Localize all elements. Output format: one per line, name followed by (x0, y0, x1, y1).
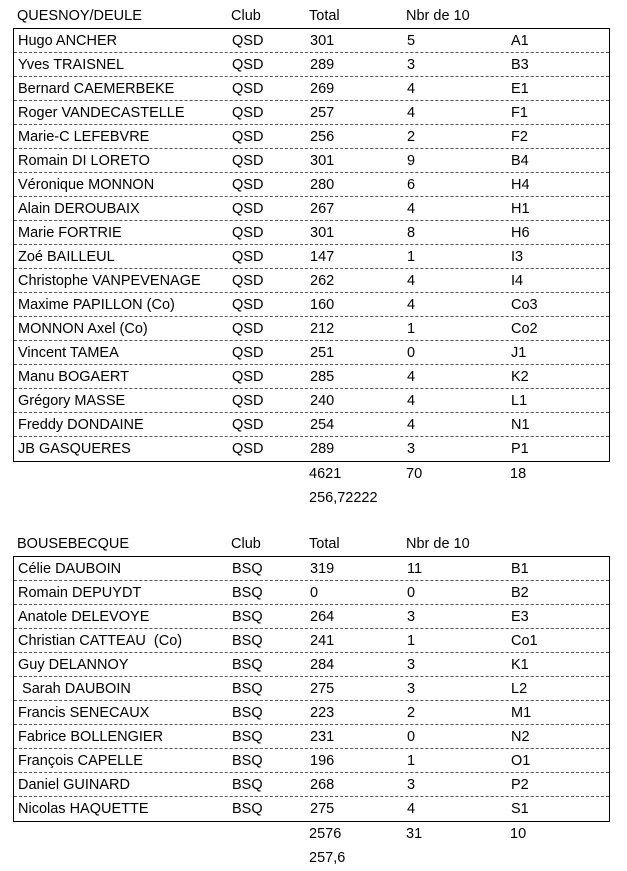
player-club: QSD (232, 441, 264, 457)
player-row (14, 53, 609, 77)
player-club: BSQ (232, 609, 263, 625)
player-code: E1 (511, 81, 529, 97)
player-name: Sarah DAUBOIN (18, 681, 131, 697)
player-code: B3 (511, 57, 529, 73)
player-name: François CAPELLE (18, 753, 143, 769)
player-code: B1 (511, 561, 529, 577)
player-nbr-de-10: 3 (407, 609, 416, 625)
player-row (14, 413, 609, 437)
player-total: 301 (310, 153, 335, 169)
player-code: H1 (511, 201, 530, 217)
player-row (14, 317, 609, 341)
player-name: Guy DELANNOY (18, 657, 129, 673)
player-nbr-de-10: 1 (407, 753, 416, 769)
player-total: 241 (310, 633, 335, 649)
player-row (14, 749, 609, 773)
player-list (13, 28, 610, 462)
player-name: Hugo ANCHER (18, 33, 118, 49)
player-club: BSQ (232, 561, 263, 577)
player-club: QSD (232, 177, 264, 193)
player-row (14, 437, 609, 461)
sum-nbr-de-10: 70 (406, 466, 423, 482)
player-total: 251 (310, 345, 335, 361)
player-total: 301 (310, 33, 335, 49)
player-total: 267 (310, 201, 335, 217)
player-nbr-de-10: 3 (407, 657, 416, 673)
player-row (14, 557, 609, 581)
player-nbr-de-10: 3 (407, 57, 416, 73)
player-row (14, 629, 609, 653)
player-name: Célie DAUBOIN (18, 561, 122, 577)
player-code: O1 (511, 753, 531, 769)
player-nbr-de-10: 2 (407, 705, 416, 721)
player-row (14, 245, 609, 269)
player-total: 280 (310, 177, 335, 193)
player-total: 285 (310, 369, 335, 385)
player-nbr-de-10: 11 (407, 561, 423, 577)
player-row (14, 269, 609, 293)
player-code: L1 (511, 393, 528, 409)
player-club: QSD (232, 321, 264, 337)
player-total: 275 (310, 681, 335, 697)
player-name: Roger VANDECASTELLE (18, 105, 185, 121)
player-code: L2 (511, 681, 528, 697)
player-row (14, 677, 609, 701)
player-name: Bernard CAEMERBEKE (18, 81, 175, 97)
player-code: M1 (511, 705, 532, 721)
player-row (14, 293, 609, 317)
player-total: 223 (310, 705, 335, 721)
player-nbr-de-10: 6 (407, 177, 416, 193)
player-club: BSQ (232, 753, 263, 769)
player-row (14, 221, 609, 245)
player-nbr-de-10: 4 (407, 393, 416, 409)
player-row (14, 77, 609, 101)
player-nbr-de-10: 0 (407, 729, 416, 745)
player-name: Grégory MASSE (18, 393, 126, 409)
player-total: 284 (310, 657, 335, 673)
player-row (14, 149, 609, 173)
player-row (14, 653, 609, 677)
player-row (14, 29, 609, 53)
average-total: 256,72222 (309, 490, 378, 506)
average-row (13, 846, 610, 870)
team-title: QUESNOY/DEULE (17, 8, 142, 24)
player-list (13, 556, 610, 822)
player-total: 160 (310, 297, 335, 313)
player-club: BSQ (232, 729, 263, 745)
player-total: 268 (310, 777, 335, 793)
player-code: Co3 (511, 297, 538, 313)
player-total: 231 (310, 729, 335, 745)
player-row (14, 773, 609, 797)
player-name: Nicolas HAQUETTE (18, 801, 149, 817)
player-name: Marie FORTRIE (18, 225, 122, 241)
column-header-club: Club (231, 536, 261, 552)
player-total: 254 (310, 417, 335, 433)
column-header-total: Total (309, 8, 340, 24)
player-total: 147 (310, 249, 335, 265)
player-club: BSQ (232, 705, 263, 721)
player-nbr-de-10: 0 (407, 585, 416, 601)
player-total: 275 (310, 801, 335, 817)
player-row (14, 797, 609, 821)
player-total: 262 (310, 273, 335, 289)
player-club: QSD (232, 129, 264, 145)
player-nbr-de-10: 3 (407, 681, 416, 697)
player-total: 289 (310, 441, 335, 457)
player-club: QSD (232, 81, 264, 97)
summary-row (13, 822, 610, 846)
player-nbr-de-10: 2 (407, 129, 416, 145)
player-name: Christian CATTEAU (Co) (18, 633, 183, 649)
player-name: Alain DEROUBAIX (18, 201, 140, 217)
player-total: 212 (310, 321, 335, 337)
player-row (14, 701, 609, 725)
player-code: B4 (511, 153, 529, 169)
player-row (14, 725, 609, 749)
player-name: MONNON Axel (Co) (18, 321, 148, 337)
table-header-row (13, 4, 610, 28)
player-code: N2 (511, 729, 530, 745)
sum-total: 2576 (309, 826, 342, 842)
sum-total: 4621 (309, 466, 342, 482)
player-code: F1 (511, 105, 528, 121)
column-header-club: Club (231, 8, 261, 24)
player-count: 10 (510, 826, 527, 842)
player-total: 257 (310, 105, 335, 121)
player-row (14, 605, 609, 629)
player-name: Francis SENECAUX (18, 705, 150, 721)
player-nbr-de-10: 1 (407, 249, 416, 265)
player-club: QSD (232, 153, 264, 169)
player-nbr-de-10: 4 (407, 81, 416, 97)
player-nbr-de-10: 4 (407, 105, 416, 121)
player-total: 196 (310, 753, 335, 769)
player-total: 264 (310, 609, 335, 625)
player-total: 0 (310, 585, 319, 601)
player-code: F2 (511, 129, 528, 145)
player-name: Anatole DELEVOYE (18, 609, 150, 625)
player-club: BSQ (232, 657, 263, 673)
player-code: B2 (511, 585, 529, 601)
player-name: Véronique MONNON (18, 177, 155, 193)
player-row (14, 341, 609, 365)
player-club: QSD (232, 105, 264, 121)
player-name: Zoé BAILLEUL (18, 249, 115, 265)
player-name: Romain DEPUYDT (18, 585, 142, 601)
player-code: I4 (511, 273, 524, 289)
player-total: 269 (310, 81, 335, 97)
player-code: H6 (511, 225, 530, 241)
player-club: QSD (232, 57, 264, 73)
player-club: QSD (232, 297, 264, 313)
player-name: Daniel GUINARD (18, 777, 130, 793)
player-club: QSD (232, 273, 264, 289)
column-header-total: Total (309, 536, 340, 552)
team-title: BOUSEBECQUE (17, 536, 129, 552)
player-nbr-de-10: 1 (407, 633, 416, 649)
player-club: QSD (232, 393, 264, 409)
player-code: P1 (511, 441, 529, 457)
player-club: BSQ (232, 585, 263, 601)
player-row (14, 125, 609, 149)
player-nbr-de-10: 9 (407, 153, 416, 169)
player-nbr-de-10: 4 (407, 417, 416, 433)
player-name: Fabrice BOLLENGIER (18, 729, 164, 745)
player-nbr-de-10: 4 (407, 801, 416, 817)
player-nbr-de-10: 8 (407, 225, 416, 241)
average-total: 257,6 (309, 850, 346, 866)
player-nbr-de-10: 1 (407, 321, 416, 337)
player-name: Vincent TAMEA (18, 345, 119, 361)
player-code: E3 (511, 609, 529, 625)
player-name: Manu BOGAERT (18, 369, 129, 385)
sum-nbr-de-10: 31 (406, 826, 423, 842)
player-code: S1 (511, 801, 529, 817)
player-total: 256 (310, 129, 335, 145)
player-code: P2 (511, 777, 529, 793)
player-nbr-de-10: 3 (407, 441, 416, 457)
player-total: 319 (310, 561, 335, 577)
player-total: 289 (310, 57, 335, 73)
player-club: QSD (232, 201, 264, 217)
player-code: Co1 (511, 633, 538, 649)
player-code: K2 (511, 369, 529, 385)
player-row (14, 101, 609, 125)
average-row (13, 486, 610, 510)
player-row (14, 173, 609, 197)
player-name: Christophe VANPEVENAGE (18, 273, 201, 289)
player-club: QSD (232, 345, 264, 361)
player-name: Yves TRAISNEL (18, 57, 125, 73)
player-code: K1 (511, 657, 529, 673)
player-name: Freddy DONDAINE (18, 417, 144, 433)
player-club: BSQ (232, 777, 263, 793)
table-header-row (13, 532, 610, 556)
player-club: QSD (232, 33, 264, 49)
player-nbr-de-10: 4 (407, 273, 416, 289)
player-total: 240 (310, 393, 335, 409)
player-row (14, 389, 609, 413)
player-nbr-de-10: 4 (407, 201, 416, 217)
player-total: 301 (310, 225, 335, 241)
column-header-nbr-de-10: Nbr de 10 (406, 536, 470, 552)
player-code: I3 (511, 249, 524, 265)
player-club: QSD (232, 369, 264, 385)
player-club: BSQ (232, 633, 263, 649)
player-club: BSQ (232, 801, 263, 817)
player-row (14, 581, 609, 605)
player-row (14, 365, 609, 389)
player-count: 18 (510, 466, 527, 482)
player-code: N1 (511, 417, 530, 433)
player-name: Marie-C LEFEBVRE (18, 129, 150, 145)
player-name: Maxime PAPILLON (Co) (18, 297, 175, 313)
player-club: QSD (232, 249, 264, 265)
player-name: Romain DI LORETO (18, 153, 150, 169)
summary-row (13, 462, 610, 486)
player-nbr-de-10: 0 (407, 345, 416, 361)
player-name: JB GASQUERES (18, 441, 131, 457)
player-club: QSD (232, 225, 264, 241)
player-code: A1 (511, 33, 529, 49)
player-club: BSQ (232, 681, 263, 697)
player-nbr-de-10: 3 (407, 777, 416, 793)
column-header-nbr-de-10: Nbr de 10 (406, 8, 470, 24)
player-nbr-de-10: 5 (407, 33, 416, 49)
player-nbr-de-10: 4 (407, 369, 416, 385)
player-code: H4 (511, 177, 530, 193)
player-row (14, 197, 609, 221)
player-club: QSD (232, 417, 264, 433)
player-nbr-de-10: 4 (407, 297, 416, 313)
player-code: Co2 (511, 321, 538, 337)
player-code: J1 (511, 345, 527, 361)
